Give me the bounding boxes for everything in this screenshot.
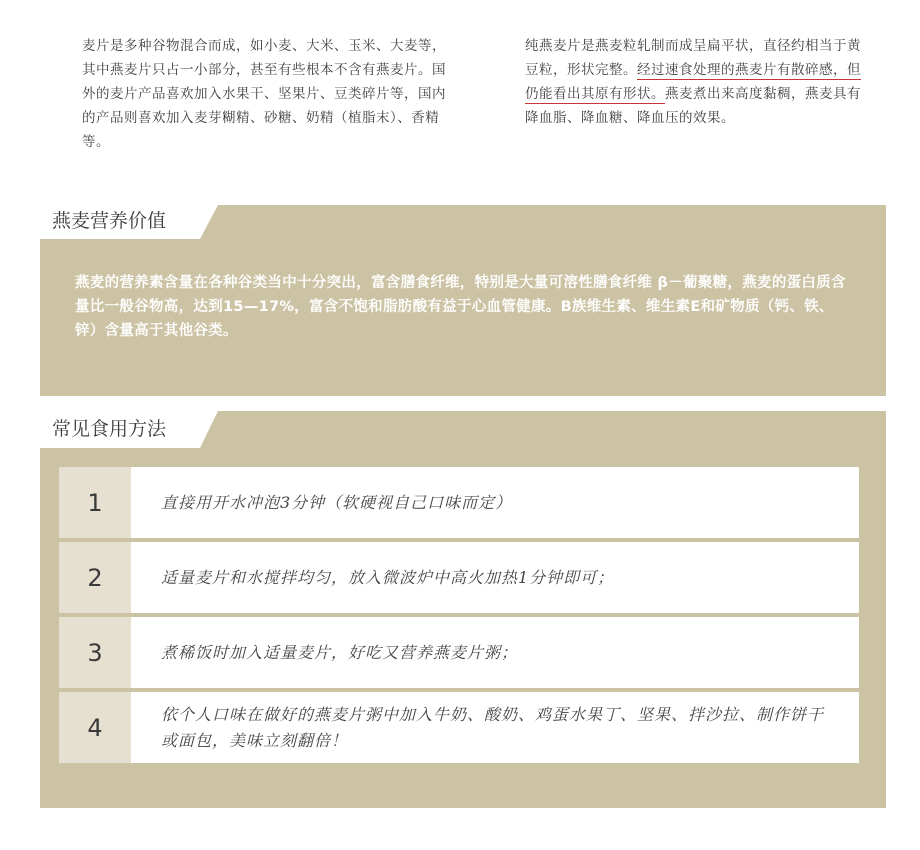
- step-text: 依个人口味在做好的燕麦片粥中加入牛奶、酸奶、鸡蛋水果丁、坚果、拌沙拉、制作饼干或面包，美味立刻翻倍！: [161, 704, 825, 750]
- methods-tab-shape: [40, 411, 886, 448]
- nutrition-section-title: 燕麦营养价值: [52, 210, 167, 232]
- method-step-row: [59, 617, 859, 688]
- step-number: 3: [59, 617, 131, 688]
- intro-right-text-end: 燕麦煮出来高度黏稠，燕麦具有降血脂、降血糖、降血压的效果。: [525, 86, 861, 126]
- nutrition-tab-shape: [40, 205, 886, 239]
- step-text: 煮稀饭时加入适量麦片，好吃又营养燕麦片粥；: [161, 642, 519, 662]
- intro-right-paragraph: [525, 34, 870, 130]
- step-number: 2: [59, 542, 131, 613]
- method-step-row: [59, 692, 859, 763]
- step-text: 直接用开水冲泡3分钟（软硬视自己口味而定）: [161, 492, 513, 512]
- methods-section-title: 常见食用方法: [52, 418, 167, 440]
- intro-left-paragraph: 麦片是多种谷物混合而成，如小麦、大米、玉米、大麦等，其中燕麦片只占一小部分，甚至有些根本不含有燕麦片。国外的麦片产品喜欢加入水果干、坚果片、豆类碎片等，国内的产品则喜欢加入麦芽糊精、砂糖、奶精（植脂末）、香精等。: [82, 38, 446, 150]
- step-number: 4: [59, 692, 131, 763]
- step-text: 适量麦片和水搅拌均匀，放入微波炉中高火加热1分钟即可；: [161, 567, 615, 587]
- method-step-row: [59, 542, 859, 613]
- nutrition-paragraph: 燕麦的营养素含量在各种谷类当中十分突出，富含膳食纤维，特别是大量可溶性膳食纤维 β－葡聚糖，燕麦的蛋白质含量比一般谷物高，达到15—17%，富含不饱和脂肪酸有益于心血管健康。B族维生素、维生素E和矿物质（钙、铁、锌）含量高于其他谷类。: [75, 275, 846, 339]
- method-step-row: [59, 467, 859, 538]
- step-number: 1: [59, 467, 131, 538]
- intro-right-text-start: 纯燕麦片是燕麦粒轧制而成呈扁平状，直径约相当于黄豆粒，形状完整。: [525, 38, 861, 78]
- methods-header-band: [40, 411, 886, 448]
- intro-right-underlined-text: 经过速食处理的燕麦片有散碎感，但仍能看出其原有形状。: [525, 62, 861, 102]
- nutrition-header-band: [40, 205, 886, 239]
